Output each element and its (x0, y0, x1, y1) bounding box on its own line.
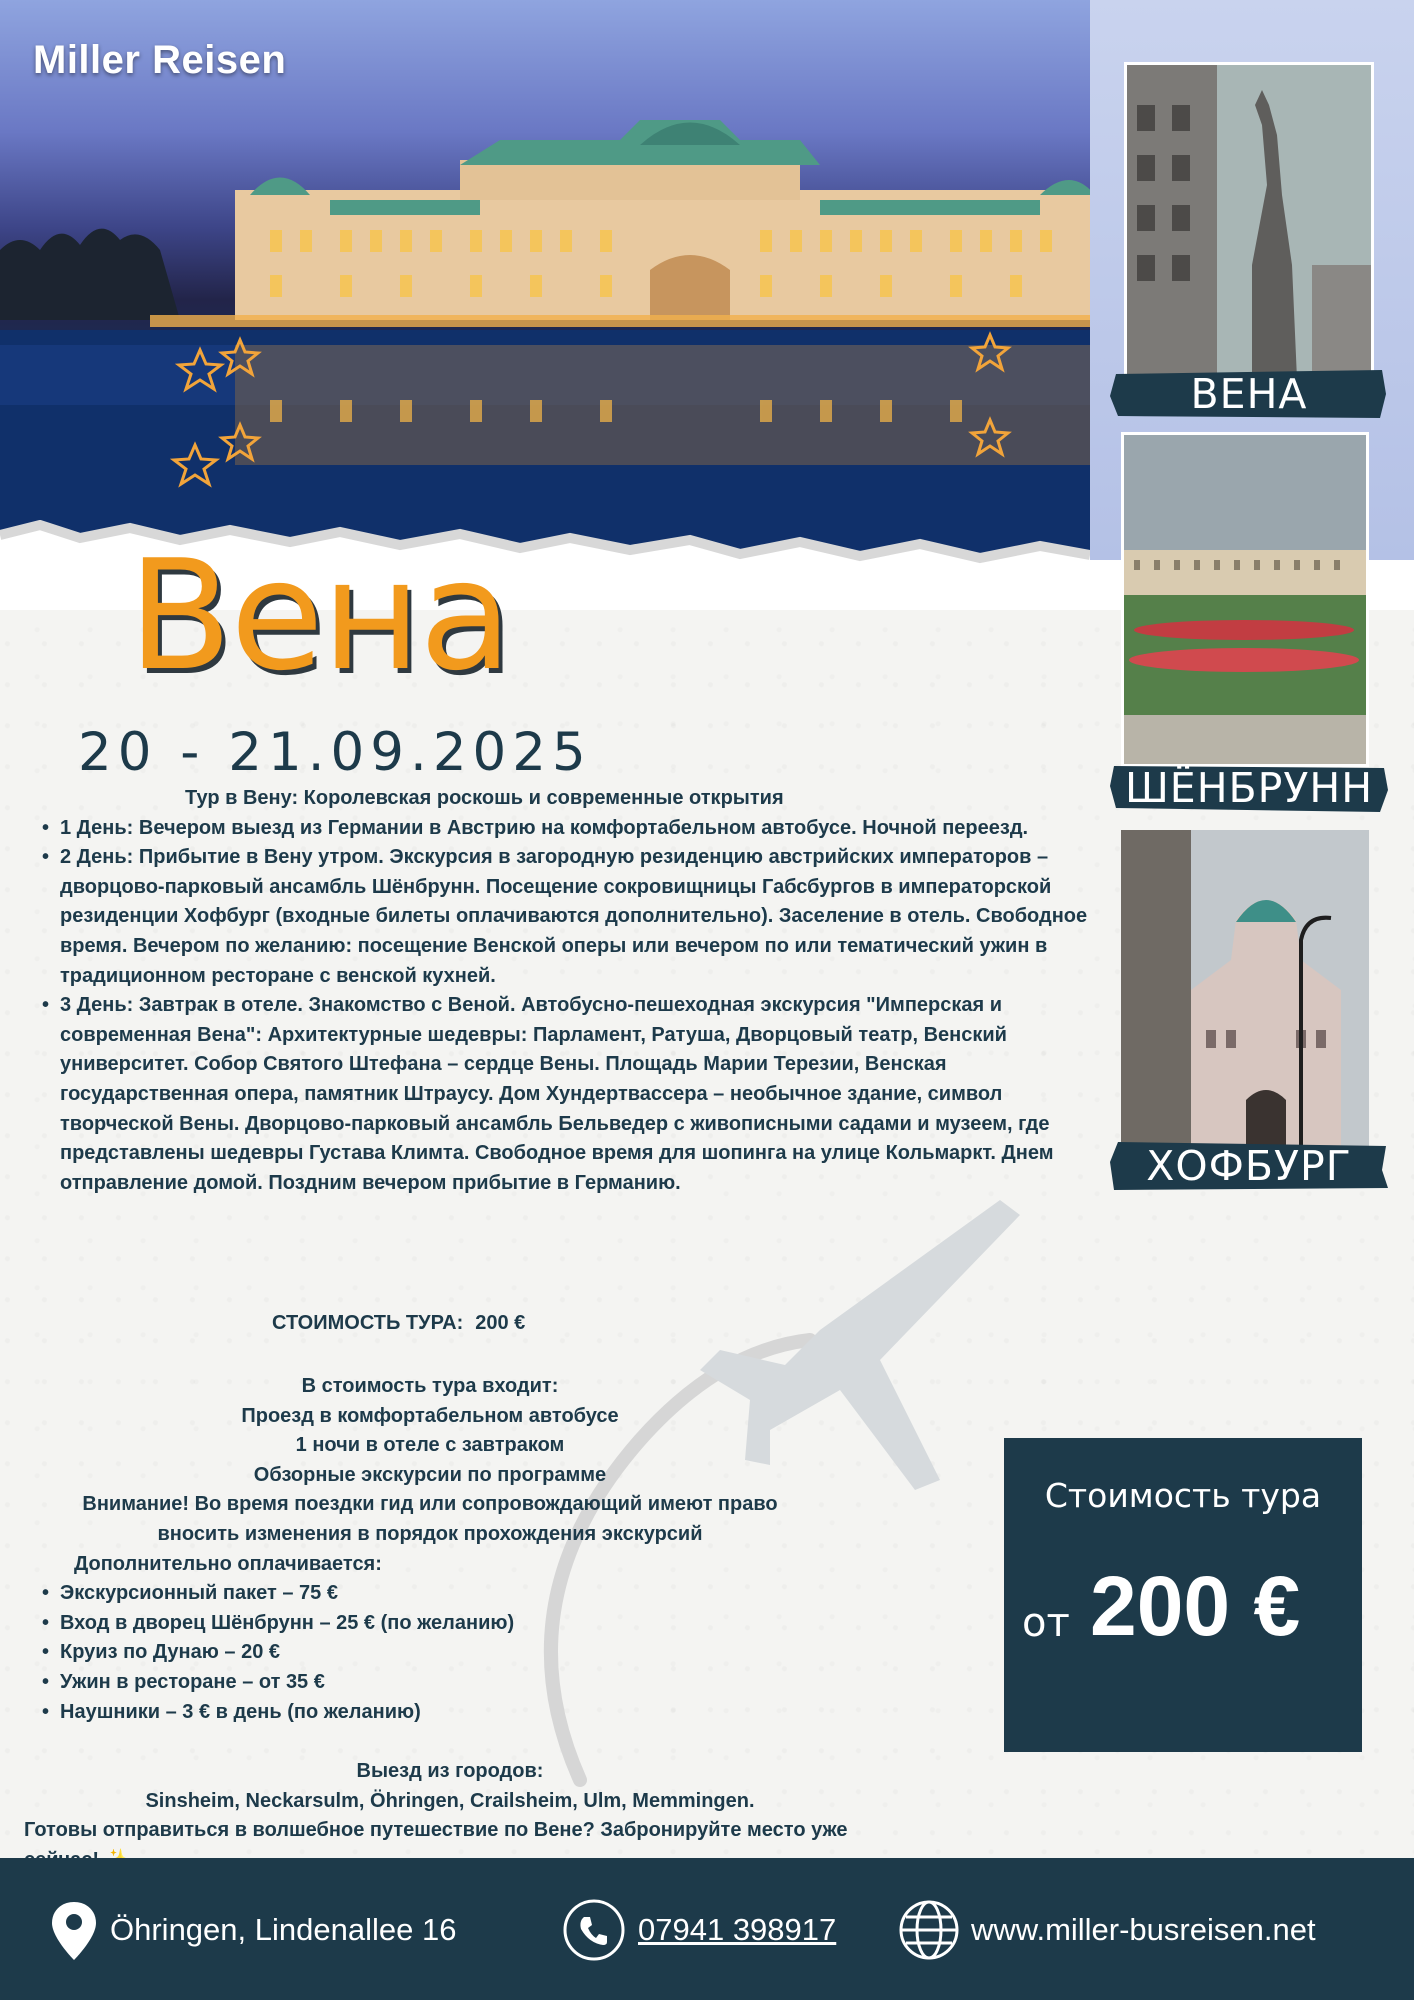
cta-text: Готовы отправиться в волшебное путешествие по Вене? Забронируйте место уже (24, 1819, 848, 1842)
website-link[interactable]: www.miller-busreisen.net (971, 1912, 1316, 1947)
destination-title: Вена (128, 527, 511, 704)
location-pin-icon (50, 1900, 98, 1962)
globe-icon (898, 1899, 960, 1961)
extra-item: • Экскурсионный пакет – 75 € (60, 1579, 940, 1609)
footer (0, 1858, 1414, 2000)
program-day-3: • 3 День: Завтрак в отеле. Знакомство с Веной. Автобусно-пешеходная экскурсия "Имперская и современная Вена": Архитектурные шедевры: Парламент, Ратуша, Дворцовый театр, Венский университет. Собор Святого Штефана – сердце Вены. Площадь Марии Терезии, Венская государственная опера, памятник Штраусу. Дом Хундертвассера – необычное здание, символ творческой Вены. Дворцово-парковый ансамбль Бельведер с живописными садами и музеем, где представлены шедевры Густава Климта. Свободное время для шопинга на улице Кольмаркт. Днем отправление домой. Поздним вечером прибытие в Германию. (60, 991, 1100, 1198)
program-days-list (40, 814, 1100, 1199)
price-line-value: 200 € (475, 1312, 526, 1334)
label-hofburg-text: ХОФБУРГ (1146, 1142, 1352, 1190)
warning-line-2: вносить изменения в порядок прохождения экскурсий (157, 1522, 703, 1545)
price-box-from: от (1022, 1600, 1070, 1646)
program-day-1: • 1 День: Вечером выезд из Германии в Австрию на комфортабельном автобусе. Ночной переезд. (60, 814, 1100, 844)
warning-line-1: Внимание! Во время поездки гид или сопровождающий имеют право (82, 1493, 778, 1516)
tour-inclusions (40, 1372, 940, 1727)
price-box-title: Стоимость тура (1044, 1476, 1322, 1515)
inclusion-item: Обзорные экскурсии по программе (253, 1463, 607, 1486)
label-hofburg (1110, 1140, 1388, 1192)
phone-icon (563, 1899, 625, 1961)
price-line-label: СТОИМОСТЬ ТУРА: (272, 1312, 464, 1334)
price-box (1004, 1438, 1362, 1752)
program-subtitle: Тур в Вену: Королевская роскошь и современные открытия (185, 787, 784, 809)
label-vienna-text: ВЕНА (1190, 370, 1308, 418)
inclusion-item: 1 ночи в отеле с завтраком (295, 1434, 565, 1457)
label-schonbrunn (1110, 762, 1388, 814)
extra-item: • Наушники – 3 € в день (по желанию) (60, 1698, 940, 1728)
tour-price-line (272, 1312, 525, 1335)
departure-title: Выезд из городов: (356, 1760, 544, 1782)
photo-hofburg-palace (1121, 830, 1369, 1150)
address-text: Öhringen, Lindenallee 16 (110, 1912, 457, 1947)
extra-item: • Ужин в ресторане – от 35 € (60, 1668, 940, 1698)
extra-item: • Круиз по Дунаю – 20 € (60, 1638, 940, 1668)
departure-cities: Sinsheim, Neckarsulm, Öhringen, Crailsheim, Ulm, Memmingen. (145, 1789, 755, 1812)
label-schonbrunn-text: ШЁНБРУНН (1124, 764, 1374, 812)
price-box-amount: 200 € (1090, 1559, 1301, 1653)
extras-list (40, 1579, 940, 1727)
inclusion-item: Проезд в комфортабельном автобусе (241, 1404, 619, 1427)
extras-title: Дополнительно оплачивается: (74, 1552, 382, 1575)
footer-website[interactable] (898, 1906, 1316, 1954)
footer-address (50, 1906, 456, 1954)
photo-schonbrunn-palace (1121, 432, 1369, 767)
photo-vienna-plague-column (1124, 62, 1374, 382)
tour-dates: 20 - 21.09.2025 (78, 722, 592, 783)
hero-image-belvedere (0, 0, 1090, 600)
label-vienna (1110, 368, 1388, 420)
tour-program (40, 784, 1100, 1198)
phone-link[interactable]: 07941 398917 (638, 1912, 837, 1947)
brand-name: Miller Reisen (33, 38, 287, 82)
inclusions-title: В стоимость тура входит: (301, 1375, 559, 1397)
program-day-2: • 2 День: Прибытие в Вену утром. Экскурсия в загородную резиденцию австрийских императоров – дворцово-парковый ансамбль Шёнбрунн. Посещение сокровищницы Габсбургов в императорской резиденции Хофбург (входные билеты оплачиваются дополнительно). Заселение в отель. Свободное время. Вечером по желанию: посещение Венской оперы или вечером по или тематический ужин в традиционном ресторане с венской кухней. (60, 843, 1100, 991)
footer-phone[interactable] (563, 1906, 836, 1954)
belvedere-illustration (0, 0, 1090, 600)
extra-item: • Вход в дворец Шёнбрунн – 25 € (по желанию) (60, 1609, 940, 1639)
